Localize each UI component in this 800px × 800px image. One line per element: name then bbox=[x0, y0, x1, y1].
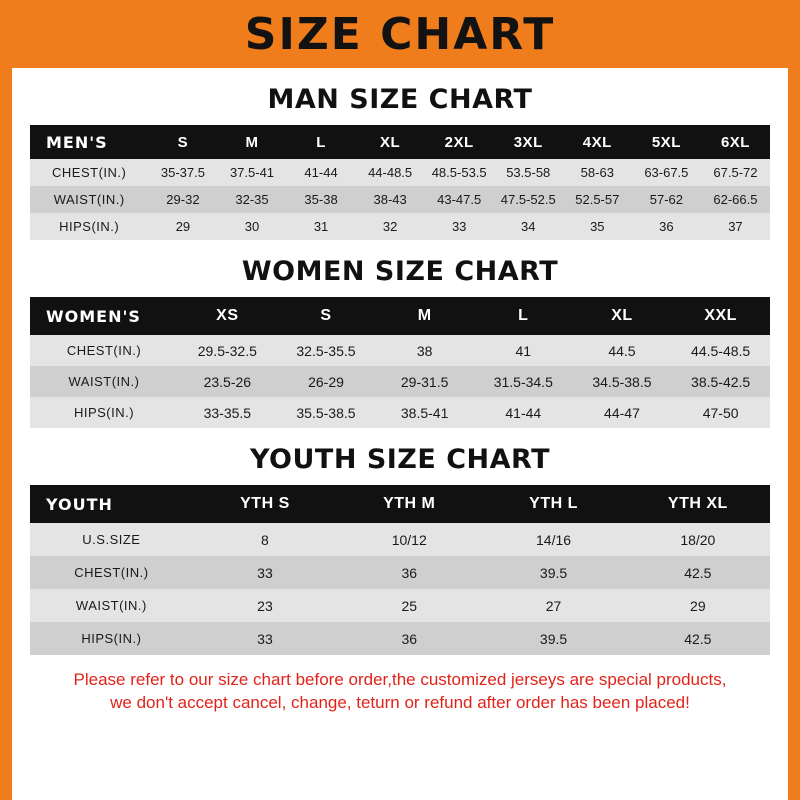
table-cell: 47-50 bbox=[671, 397, 770, 428]
table-cell: 26-29 bbox=[277, 366, 376, 397]
table-cell: 38.5-42.5 bbox=[671, 366, 770, 397]
table-cell: 36 bbox=[337, 622, 481, 655]
column-header: YTH M bbox=[337, 485, 481, 523]
table-cell: 23 bbox=[193, 589, 337, 622]
table-cell: 29.5-32.5 bbox=[178, 335, 277, 366]
row-header: CHEST(IN.) bbox=[30, 159, 148, 186]
column-header: 5XL bbox=[632, 125, 701, 159]
table-cell: 43-47.5 bbox=[425, 186, 494, 213]
column-header: MEN'S bbox=[30, 125, 148, 159]
column-header: YTH XL bbox=[626, 485, 770, 523]
row-header: CHEST(IN.) bbox=[30, 335, 178, 366]
table-row bbox=[30, 335, 770, 366]
policy-note bbox=[30, 669, 770, 715]
table-cell: 18/20 bbox=[626, 523, 770, 556]
column-header: WOMEN'S bbox=[30, 297, 178, 335]
table-cell: 35.5-38.5 bbox=[277, 397, 376, 428]
table-cell: 34 bbox=[494, 213, 563, 240]
table-cell: 44.5 bbox=[573, 335, 672, 366]
table-cell: 34.5-38.5 bbox=[573, 366, 672, 397]
table-cell: 35-38 bbox=[287, 186, 356, 213]
table-cell: 33 bbox=[425, 213, 494, 240]
youth-size-table bbox=[30, 485, 770, 655]
table-cell: 41-44 bbox=[287, 159, 356, 186]
men-size-table bbox=[30, 125, 770, 240]
table-cell: 37 bbox=[701, 213, 770, 240]
table-cell: 33 bbox=[193, 556, 337, 589]
page-title: SIZE CHART bbox=[244, 8, 556, 60]
table-cell: 44.5-48.5 bbox=[671, 335, 770, 366]
table-row bbox=[30, 213, 770, 240]
table-row bbox=[30, 622, 770, 655]
table-cell: 39.5 bbox=[481, 622, 625, 655]
table-row bbox=[30, 186, 770, 213]
table-cell: 58-63 bbox=[563, 159, 632, 186]
column-header: 6XL bbox=[701, 125, 770, 159]
table-cell: 36 bbox=[337, 556, 481, 589]
row-header: U.S.SIZE bbox=[30, 523, 193, 556]
row-header: WAIST(IN.) bbox=[30, 589, 193, 622]
table-cell: 29 bbox=[148, 213, 217, 240]
women-size-table bbox=[30, 297, 770, 428]
column-header: 4XL bbox=[563, 125, 632, 159]
page-banner bbox=[12, 0, 788, 68]
table-cell: 62-66.5 bbox=[701, 186, 770, 213]
row-header: WAIST(IN.) bbox=[30, 186, 148, 213]
column-header: XXL bbox=[671, 297, 770, 335]
table-cell: 38 bbox=[375, 335, 474, 366]
column-header: L bbox=[287, 125, 356, 159]
table-row bbox=[30, 397, 770, 428]
column-header: 2XL bbox=[425, 125, 494, 159]
table-cell: 36 bbox=[632, 213, 701, 240]
chart-content bbox=[12, 84, 788, 715]
row-header: HIPS(IN.) bbox=[30, 213, 148, 240]
women-size-section bbox=[30, 256, 770, 428]
table-cell: 47.5-52.5 bbox=[494, 186, 563, 213]
table-cell: 32 bbox=[356, 213, 425, 240]
table-header-row bbox=[30, 485, 770, 523]
table-row bbox=[30, 523, 770, 556]
table-cell: 39.5 bbox=[481, 556, 625, 589]
column-header: XL bbox=[573, 297, 672, 335]
table-cell: 10/12 bbox=[337, 523, 481, 556]
table-cell: 44-47 bbox=[573, 397, 672, 428]
men-section-title: MAN SIZE CHART bbox=[267, 84, 533, 115]
table-cell: 25 bbox=[337, 589, 481, 622]
column-header: YOUTH bbox=[30, 485, 193, 523]
table-cell: 35-37.5 bbox=[148, 159, 217, 186]
table-cell: 35 bbox=[563, 213, 632, 240]
table-cell: 33-35.5 bbox=[178, 397, 277, 428]
column-header: XL bbox=[356, 125, 425, 159]
youth-size-section bbox=[30, 444, 770, 655]
table-cell: 38.5-41 bbox=[375, 397, 474, 428]
table-cell: 42.5 bbox=[626, 556, 770, 589]
column-header: S bbox=[148, 125, 217, 159]
table-row bbox=[30, 159, 770, 186]
women-section-title: WOMEN SIZE CHART bbox=[241, 256, 559, 287]
table-cell: 37.5-41 bbox=[217, 159, 286, 186]
row-header: CHEST(IN.) bbox=[30, 556, 193, 589]
column-header: XS bbox=[178, 297, 277, 335]
row-header: WAIST(IN.) bbox=[30, 366, 178, 397]
table-row bbox=[30, 366, 770, 397]
column-header: M bbox=[217, 125, 286, 159]
table-cell: 33 bbox=[193, 622, 337, 655]
table-cell: 27 bbox=[481, 589, 625, 622]
table-cell: 41 bbox=[474, 335, 573, 366]
policy-note-line-2: we don't accept cancel, change, teturn or refund after order has been placed! bbox=[110, 692, 690, 712]
table-cell: 8 bbox=[193, 523, 337, 556]
table-cell: 53.5-58 bbox=[494, 159, 563, 186]
table-cell: 32-35 bbox=[217, 186, 286, 213]
table-cell: 44-48.5 bbox=[356, 159, 425, 186]
table-row bbox=[30, 556, 770, 589]
table-cell: 31.5-34.5 bbox=[474, 366, 573, 397]
table-row bbox=[30, 589, 770, 622]
column-header: S bbox=[277, 297, 376, 335]
table-cell: 31 bbox=[287, 213, 356, 240]
table-cell: 14/16 bbox=[481, 523, 625, 556]
table-cell: 38-43 bbox=[356, 186, 425, 213]
table-cell: 30 bbox=[217, 213, 286, 240]
column-header: M bbox=[375, 297, 474, 335]
table-cell: 67.5-72 bbox=[701, 159, 770, 186]
table-cell: 29 bbox=[626, 589, 770, 622]
row-header: HIPS(IN.) bbox=[30, 397, 178, 428]
men-size-section bbox=[30, 84, 770, 240]
table-cell: 29-31.5 bbox=[375, 366, 474, 397]
table-cell: 42.5 bbox=[626, 622, 770, 655]
column-header: 3XL bbox=[494, 125, 563, 159]
table-cell: 29-32 bbox=[148, 186, 217, 213]
policy-note-line-1: Please refer to our size chart before order,the customized jerseys are special products, bbox=[73, 670, 727, 689]
youth-section-title: YOUTH SIZE CHART bbox=[249, 444, 551, 475]
table-header-row bbox=[30, 297, 770, 335]
column-header: YTH S bbox=[193, 485, 337, 523]
table-header-row bbox=[30, 125, 770, 159]
table-cell: 23.5-26 bbox=[178, 366, 277, 397]
column-header: L bbox=[474, 297, 573, 335]
table-cell: 41-44 bbox=[474, 397, 573, 428]
table-cell: 57-62 bbox=[632, 186, 701, 213]
column-header: YTH L bbox=[481, 485, 625, 523]
table-cell: 32.5-35.5 bbox=[277, 335, 376, 366]
table-cell: 52.5-57 bbox=[563, 186, 632, 213]
table-cell: 48.5-53.5 bbox=[425, 159, 494, 186]
table-cell: 63-67.5 bbox=[632, 159, 701, 186]
row-header: HIPS(IN.) bbox=[30, 622, 193, 655]
